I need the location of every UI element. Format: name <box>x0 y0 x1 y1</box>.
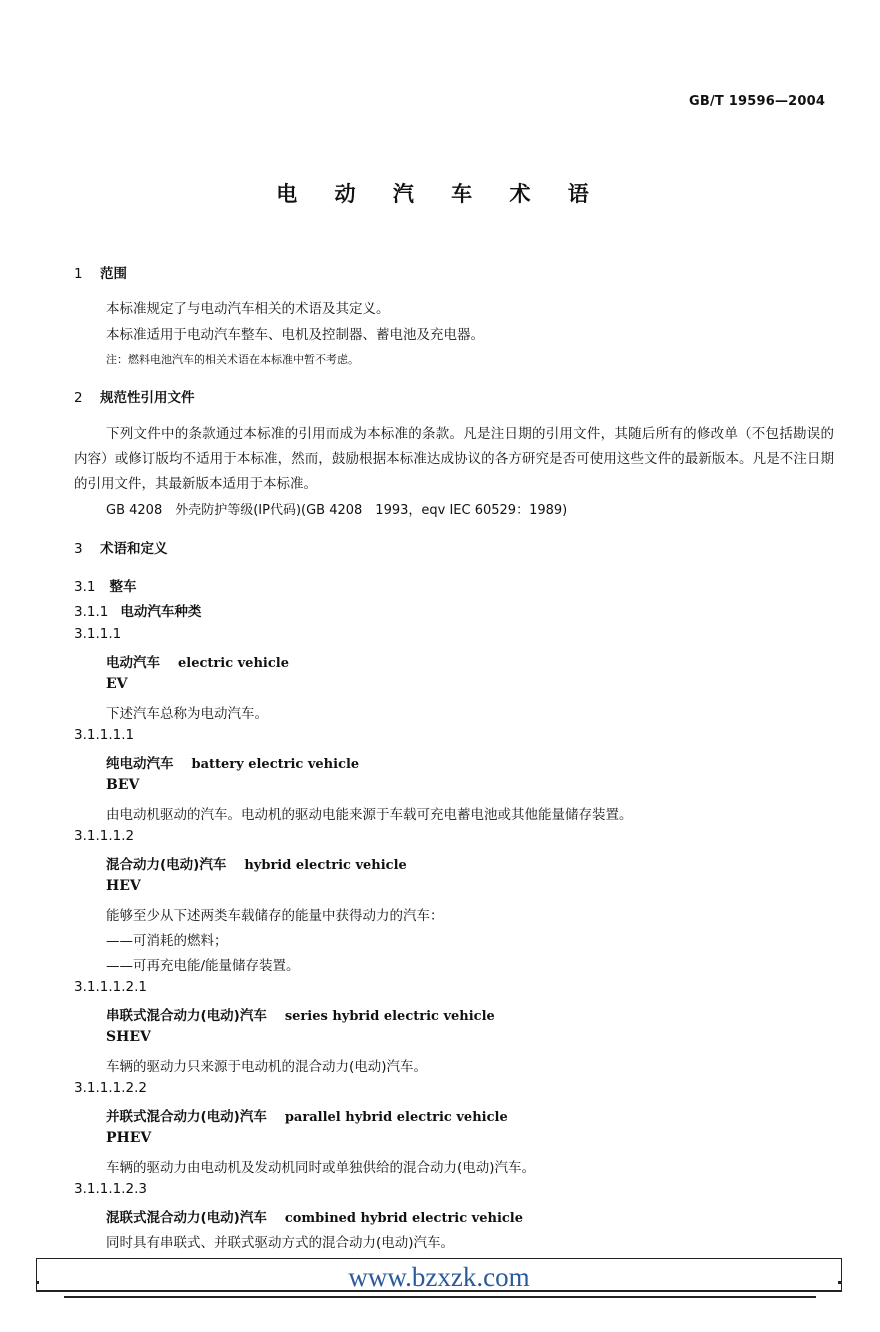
entry-number: 3.1.1.1.2.2 <box>74 1080 147 1096</box>
section-3-heading <box>74 537 168 557</box>
corner-dot <box>838 1281 841 1284</box>
entry-definition: 能够至少从下述两类车载储存的能量中获得动力的汽车： <box>106 908 444 924</box>
term-zh: 混合动力(电动)汽车 <box>106 857 227 873</box>
term-en: combined hybrid electric vehicle <box>284 1211 524 1226</box>
entry-abbreviation: HEV <box>106 878 141 894</box>
term-zh: 串联式混合动力(电动)汽车 <box>106 1008 267 1024</box>
entry-term <box>106 853 407 873</box>
scope-note: 注：燃料电池汽车的相关术语在本标准中暂不考虑。 <box>106 353 359 366</box>
corner-dot <box>36 1281 39 1284</box>
term-zh: 纯电动汽车 <box>106 756 174 772</box>
term-en: hybrid electric vehicle <box>244 858 407 873</box>
standard-number: GB/T 19596—2004 <box>689 94 826 109</box>
term-en: battery electric vehicle <box>191 757 360 772</box>
term-en: series hybrid electric vehicle <box>284 1009 495 1024</box>
entry-definition: 同时具有串联式、并联式驱动方式的混合动力(电动)汽车。 <box>106 1235 455 1251</box>
section-1-heading <box>74 262 127 282</box>
term-en: parallel hybrid electric vehicle <box>284 1110 508 1125</box>
section-title: 术语和定义 <box>100 541 168 557</box>
document-title: 电 动 汽 车 术 语 <box>276 182 604 206</box>
entry-abbreviation: PHEV <box>106 1130 152 1146</box>
subsection-3-1-1 <box>74 600 201 620</box>
entry-abbreviation: SHEV <box>106 1029 151 1045</box>
term-en: electric vehicle <box>178 656 289 671</box>
entry-number: 3.1.1.1.1 <box>74 727 135 743</box>
section-2-heading <box>74 386 195 406</box>
entry-term <box>106 1004 495 1024</box>
entry-term <box>106 752 359 772</box>
reference-gb4208: GB 4208 外壳防护等级(IP代码)(GB 4208 1993，eqv IEC 60529：1989) <box>106 503 568 518</box>
subsection-number: 3.1.1 <box>74 604 109 620</box>
section-number: 3 <box>74 541 83 557</box>
term-zh: 并联式混合动力(电动)汽车 <box>106 1109 267 1125</box>
entry-number: 3.1.1.1.2.1 <box>74 979 147 995</box>
section-number: 2 <box>74 390 83 406</box>
entry-term <box>106 1206 523 1226</box>
entry-number: 3.1.1.1.2.3 <box>74 1181 147 1197</box>
scope-line-1: 本标准规定了与电动汽车相关的术语及其定义。 <box>106 301 390 317</box>
scope-line-2: 本标准适用于电动汽车整车、电机及控制器、蓄电池及充电器。 <box>106 327 484 343</box>
bottom-rule <box>64 1296 816 1298</box>
section-title: 范围 <box>100 266 127 282</box>
entry-abbreviation: BEV <box>106 777 140 793</box>
entry-definition: 由电动机驱动的汽车。电动机的驱动电能来源于车载可充电蓄电池或其他能量储存装置。 <box>106 807 633 823</box>
watermark-bar <box>36 1258 842 1292</box>
entry-abbreviation: EV <box>106 676 128 692</box>
entry-definition-item: ——可再充电能/能量储存装置。 <box>106 958 300 974</box>
references-paragraph: 下列文件中的条款通过本标准的引用而成为本标准的条款。凡是注日期的引用文件，其随后所有的修改单（不包括勘误的内容）或修订版均不适用于本标准，然而，鼓励根据本标准达成协议的各方研究是否可使用这些文件的最新版本。凡是不注日期的引用文件，其最新版本适用于本标准。 <box>74 426 834 492</box>
entry-definition-item: ——可消耗的燃料； <box>106 933 228 949</box>
entry-term <box>106 1105 508 1125</box>
subsection-3-1 <box>74 575 136 595</box>
entry-term <box>106 651 289 671</box>
section-title: 规范性引用文件 <box>100 390 195 406</box>
watermark-url[interactable]: www.bzxzk.com <box>348 1262 530 1292</box>
subsection-title: 电动汽车种类 <box>120 604 202 620</box>
subsection-title: 整车 <box>109 579 137 595</box>
entry-definition: 车辆的驱动力由电动机及发动机同时或单独供给的混合动力(电动)汽车。 <box>106 1160 536 1176</box>
entry-number: 3.1.1.1.2 <box>74 828 135 844</box>
section-number: 1 <box>74 266 83 282</box>
subsection-number: 3.1 <box>74 579 96 595</box>
entry-definition: 下述汽车总称为电动汽车。 <box>106 706 268 722</box>
term-zh: 电动汽车 <box>106 655 160 671</box>
entry-definition: 车辆的驱动力只来源于电动机的混合动力(电动)汽车。 <box>106 1059 428 1075</box>
entry-number: 3.1.1.1 <box>74 626 122 642</box>
term-zh: 混联式混合动力(电动)汽车 <box>106 1210 267 1226</box>
